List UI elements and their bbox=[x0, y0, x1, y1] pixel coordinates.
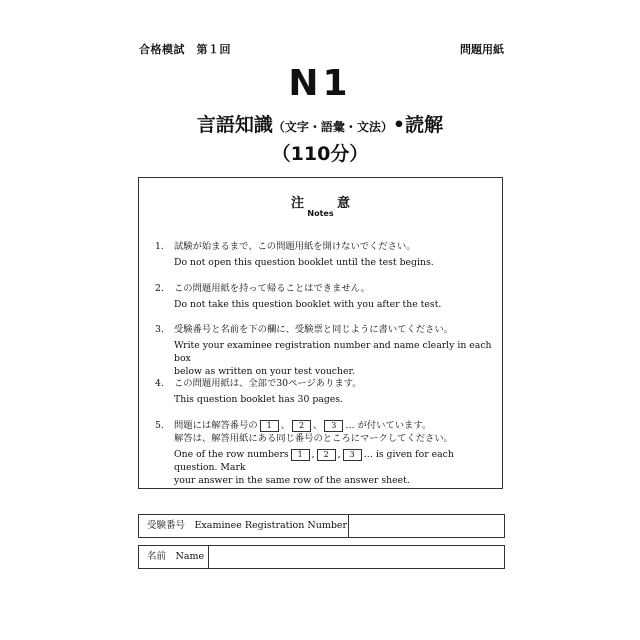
note-ja: この問題用紙を持って帰ることはできません。 bbox=[174, 283, 370, 294]
note-number: 3. bbox=[155, 324, 164, 335]
answer-number-box: 3 bbox=[343, 449, 362, 461]
note-ja: 試験が始まるまで、この問題用紙を開けないでください。 bbox=[174, 241, 416, 252]
note-number: 4. bbox=[155, 378, 164, 389]
notes-box bbox=[138, 177, 503, 489]
subject-title bbox=[0, 116, 640, 135]
note-item bbox=[155, 377, 495, 406]
note-item bbox=[155, 282, 495, 311]
answer-number-box: 3 bbox=[324, 420, 343, 432]
separator: 、 bbox=[280, 420, 290, 431]
separator: , bbox=[311, 449, 315, 460]
note-en bbox=[174, 448, 495, 474]
note-en: This question booklet has 30 pages. bbox=[174, 394, 344, 405]
note-ja-suffix: … が付いています。 bbox=[345, 420, 432, 431]
note-item bbox=[155, 419, 495, 487]
answer-number-box: 1 bbox=[291, 449, 310, 461]
subject-reading: 読解 bbox=[405, 114, 444, 136]
note-number: 1. bbox=[155, 241, 164, 252]
note-ja: この問題用紙は、全部で30ページあります。 bbox=[174, 378, 362, 389]
answer-number-box: 1 bbox=[260, 420, 279, 432]
note-en-line2: your answer in the same row of the answer sheet. bbox=[174, 475, 410, 486]
note-en: Write your examinee registration number and name clearly in each box below as written on your test voucher. bbox=[174, 340, 492, 377]
test-duration: （110分） bbox=[271, 143, 369, 165]
note-number: 2. bbox=[155, 283, 164, 294]
exam-label: 合格模試 第１回 bbox=[139, 43, 231, 56]
note-ja-line2: 解答は、解答用紙にある同じ番号のところにマークしてください。 bbox=[174, 433, 453, 444]
note-item bbox=[155, 323, 495, 378]
separator: 、 bbox=[313, 420, 323, 431]
note-ja bbox=[174, 419, 495, 432]
subject-main: 言語知識 bbox=[196, 114, 273, 136]
name-row bbox=[138, 545, 505, 569]
subject-bullet: • bbox=[392, 114, 406, 136]
answer-number-box: 2 bbox=[292, 420, 311, 432]
name-label: 名前 Name bbox=[147, 551, 205, 562]
note-ja-prefix: 問題には解答番号の bbox=[174, 420, 258, 431]
note-ja: 受験番号と名前を下の欄に、受験票と同じように書いてください。 bbox=[174, 324, 453, 335]
note-item bbox=[155, 240, 495, 269]
registration-number-label: 受験番号 Examinee Registration Number bbox=[147, 520, 348, 531]
notes-subtitle: Notes bbox=[307, 209, 334, 218]
separator: , bbox=[337, 449, 341, 460]
note-en-suffix: … is given for each question. Mark bbox=[174, 449, 454, 473]
registration-number-field[interactable] bbox=[349, 515, 504, 537]
note-en: Do not take this question booklet with you after the test. bbox=[174, 299, 442, 310]
note-en: Do not open this question booklet until the test begins. bbox=[174, 257, 434, 268]
name-field[interactable] bbox=[209, 546, 504, 568]
note-number: 5. bbox=[155, 420, 164, 431]
note-en-prefix: One of the row numbers bbox=[174, 449, 289, 460]
subject-paren: （文字・語彙・文法） bbox=[272, 120, 393, 134]
notes-title: 注 意 bbox=[290, 196, 360, 211]
answer-number-box: 2 bbox=[317, 449, 336, 461]
exam-level: N1 bbox=[288, 63, 352, 104]
registration-number-row bbox=[138, 514, 505, 538]
booklet-type: 問題用紙 bbox=[460, 43, 504, 56]
